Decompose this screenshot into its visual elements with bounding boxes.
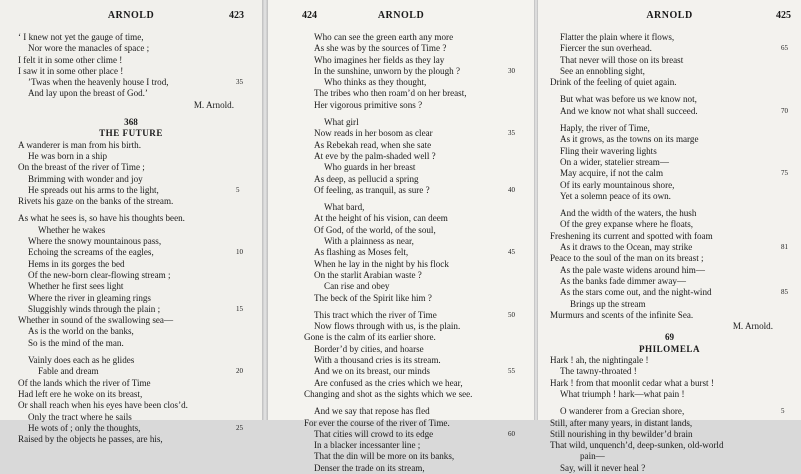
- verse-line: [0, 236, 262, 247]
- verse-line: [0, 281, 262, 292]
- page-number: 423: [229, 10, 244, 21]
- line-number: 45: [508, 248, 515, 257]
- line-text: And we know not what shall succeed.: [560, 105, 698, 116]
- line-number: 5: [781, 407, 785, 416]
- verse-line: [538, 366, 801, 377]
- verse-line: [538, 77, 801, 88]
- verse-line: [0, 355, 262, 366]
- verse-line: [538, 94, 801, 105]
- page-number: 424: [302, 10, 317, 21]
- line-text: Raised by the objects he passes, are his,: [18, 434, 163, 445]
- line-text: As the pale waste widens around him—: [560, 264, 705, 275]
- verse-line: [268, 429, 534, 440]
- page-body: [0, 32, 262, 445]
- line-text: Still, after many years, in distant lands,: [550, 417, 693, 428]
- line-text: Peace to the soul of the man on its breast ;: [550, 253, 704, 264]
- running-header: [0, 10, 262, 24]
- line-text: Flatter the plain where it flows,: [560, 32, 675, 42]
- verse-line: [0, 66, 262, 77]
- line-text: Border’d by cities, and hoarse: [314, 343, 424, 354]
- line-number: 50: [508, 310, 515, 319]
- line-text: Who thinks as they thought,: [324, 77, 427, 88]
- line-text: Of the lands which the river of Time: [18, 377, 151, 388]
- verse-line: [538, 463, 801, 474]
- verse-line: [0, 434, 262, 445]
- verse-line: [268, 88, 534, 99]
- verse-line: [0, 304, 262, 315]
- line-number: 81: [781, 243, 788, 252]
- page-423: [0, 0, 262, 445]
- verse-line: [268, 77, 534, 88]
- verse-line: [538, 429, 801, 440]
- line-text: Of its early mountainous shore,: [560, 179, 675, 190]
- line-text: As Rebekah read, when she sate: [314, 139, 432, 150]
- line-text: Whether he first sees light: [28, 281, 124, 292]
- line-text: On a wider, statelier stream—: [560, 156, 669, 167]
- line-text: And lay upon the breast of God.’: [28, 88, 148, 99]
- line-text: See an ennobling sight,: [560, 65, 645, 76]
- line-text: He wots of ; only the thoughts,: [28, 422, 141, 433]
- verse-line: [268, 389, 534, 400]
- verse-line: [268, 281, 534, 292]
- line-text: PHILOMELA: [638, 343, 701, 354]
- line-text: M. Arnold.: [732, 321, 773, 332]
- verse-line: [0, 174, 262, 185]
- line-text: I felt it in some other clime !: [18, 54, 123, 65]
- line-text: Fable and dream: [38, 366, 99, 377]
- verse-line: [268, 355, 534, 366]
- verse-line: [538, 265, 801, 276]
- line-text: pain—: [580, 451, 605, 462]
- line-text: As the stars come out, and the night-wind: [560, 287, 712, 298]
- line-text: Are confused as the cries which we hear,: [314, 377, 463, 388]
- line-text: Where the river in gleaming rings: [28, 292, 151, 303]
- author-signature: [0, 100, 262, 111]
- line-text: What bard,: [324, 202, 365, 213]
- line-text: Whether in sound of the swallowing sea—: [18, 315, 174, 326]
- line-text: For ever the course of the river of Time.: [304, 417, 450, 428]
- line-text: Rivets his gaze on the banks of the stream.: [18, 196, 174, 207]
- line-text: He spreads out his arms to the light,: [28, 184, 159, 195]
- line-text: At eve by the palm-shaded well ?: [314, 150, 436, 161]
- line-number: 75: [781, 169, 788, 178]
- line-text: Or shall reach when his eyes have been clos’d.: [18, 400, 188, 411]
- verse-line: [268, 213, 534, 224]
- line-text: But what was before us we know not,: [560, 94, 697, 105]
- verse-line: [538, 355, 801, 366]
- header-title: ARNOLD: [377, 10, 425, 21]
- verse-line: [538, 242, 801, 253]
- line-text: Say, will it never heal ?: [560, 462, 646, 473]
- verse-line: [538, 451, 801, 462]
- verse-line: [0, 389, 262, 400]
- verse-line: [538, 123, 801, 134]
- line-text: Fling their wavering lights: [560, 145, 657, 156]
- line-text: Gone is the calm of its earlier shore.: [304, 332, 436, 343]
- line-text: The tribes who then roam’d on her breast,: [314, 88, 467, 99]
- line-number: 65: [781, 44, 788, 53]
- line-text: Of the grey expanse where he floats,: [560, 219, 694, 230]
- line-text: Murmurs and scents of the infinite Sea.: [550, 309, 694, 320]
- verse-line: [538, 389, 801, 400]
- verse-line: [538, 55, 801, 66]
- line-text: 368: [124, 117, 138, 128]
- verse-line: [538, 208, 801, 219]
- line-text: Freshening its current and spotted with foam: [550, 230, 713, 241]
- line-text: 69: [664, 332, 675, 343]
- line-text: ‘ I knew not yet the gauge of time,: [18, 32, 144, 42]
- verse-line: [538, 134, 801, 145]
- verse-line: [0, 213, 262, 224]
- verse-line: [268, 418, 534, 429]
- line-text: Of God, of the world, of the soul,: [314, 224, 436, 235]
- verse-line: [0, 400, 262, 411]
- line-text: When he lay in the night by his flock: [314, 258, 449, 269]
- line-text: Where the snowy mountainous pass,: [28, 236, 162, 247]
- verse-line: [538, 66, 801, 77]
- verse-line: [268, 100, 534, 111]
- line-text: Hems in its gorges the bed: [28, 258, 125, 269]
- verse-line: [268, 366, 534, 377]
- verse-line: [268, 247, 534, 258]
- line-text: Fiercer the sun overhead.: [560, 43, 652, 54]
- line-number: 10: [236, 248, 243, 257]
- line-number: 5: [236, 185, 240, 194]
- verse-line: [0, 378, 262, 389]
- verse-line: [538, 299, 801, 310]
- verse-line: [538, 32, 801, 43]
- line-text: So is the mind of the man.: [28, 337, 124, 348]
- line-text: Her vigorous primitive sons ?: [314, 99, 423, 110]
- line-number: 35: [508, 129, 515, 138]
- verse-line: [268, 128, 534, 139]
- verse-line: [538, 43, 801, 54]
- line-text: The tawny-throated !: [560, 366, 637, 377]
- verse-line: [0, 293, 262, 304]
- verse-line: [0, 247, 262, 258]
- verse-line: [268, 43, 534, 54]
- line-text: In the sunshine, unworn by the plough ?: [314, 65, 460, 76]
- line-text: That cities will crowd to its edge: [314, 428, 434, 439]
- verse-line: [538, 440, 801, 451]
- line-text: The beck of the Spirit like him ?: [314, 292, 432, 303]
- verse-line: [268, 225, 534, 236]
- line-text: Who guards in her breast: [324, 162, 416, 173]
- verse-line: [268, 185, 534, 196]
- page-424: [268, 0, 534, 473]
- line-number: 30: [508, 66, 515, 75]
- verse-line: [268, 32, 534, 43]
- line-text: And we say that repose has fled: [314, 406, 430, 417]
- verse-line: [268, 440, 534, 451]
- verse-line: [538, 276, 801, 287]
- line-text: Can rise and obey: [324, 281, 390, 292]
- verse-line: [0, 423, 262, 434]
- line-text: As is the world on the banks,: [28, 326, 134, 337]
- verse-line: [268, 174, 534, 185]
- running-header: [268, 10, 534, 24]
- line-text: As the banks fade dimmer away—: [560, 275, 687, 286]
- verse-line: [538, 378, 801, 389]
- line-text: In a blacker incessanter line ;: [314, 440, 421, 451]
- line-text: And the width of the waters, the hush: [560, 208, 697, 219]
- verse-line: [268, 151, 534, 162]
- line-text: That the din will be more on its banks,: [314, 451, 455, 462]
- line-text: Drink of the feeling of quiet again.: [550, 77, 677, 88]
- verse-line: [268, 406, 534, 417]
- verse-line: [268, 270, 534, 281]
- line-text: That never will those on its breast: [560, 54, 684, 65]
- verse-line: [0, 366, 262, 377]
- line-text: On the breast of the river of Time ;: [18, 162, 145, 173]
- line-text: Who imagines her fields as they lay: [314, 54, 445, 65]
- line-text: And we on its breast, our minds: [314, 366, 430, 377]
- verse-line: [268, 140, 534, 151]
- line-number: 70: [781, 106, 788, 115]
- line-text: Now reads in her bosom as clear: [314, 128, 433, 139]
- line-text: M. Arnold.: [193, 99, 234, 110]
- verse-line: [0, 225, 262, 236]
- line-number: 60: [508, 429, 515, 438]
- verse-line: [268, 293, 534, 304]
- verse-line: [0, 55, 262, 66]
- line-text: With a thousand cries is its stream.: [314, 355, 441, 366]
- verse-line: [0, 43, 262, 54]
- line-number: 40: [508, 185, 515, 194]
- line-text: Nor wore the manacles of space ;: [28, 43, 150, 54]
- line-text: Now flows through with us, is the plain.: [314, 321, 461, 332]
- verse-line: [538, 219, 801, 230]
- line-text: Of feeling, as tranquil, as sure ?: [314, 184, 430, 195]
- verse-line: [268, 259, 534, 270]
- line-text: That wild, unquench’d, deep-sunken, old-world: [550, 440, 724, 451]
- line-number: 25: [236, 423, 243, 432]
- line-text: Who can see the green earth any more: [314, 32, 454, 42]
- line-text: This tract which the river of Time: [314, 309, 437, 320]
- line-text: As what he sees is, so have his thoughts been.: [18, 213, 185, 224]
- verse-line: [268, 378, 534, 389]
- running-header: [538, 10, 801, 24]
- verse-line: [268, 66, 534, 77]
- line-text: THE FUTURE: [99, 128, 163, 139]
- verse-line: [268, 310, 534, 321]
- verse-line: [538, 253, 801, 264]
- verse-line: [268, 202, 534, 213]
- verse-line: [268, 117, 534, 128]
- poem-title: [538, 344, 801, 355]
- poem-number: [0, 117, 262, 128]
- line-number: 20: [236, 367, 243, 376]
- verse-line: [0, 162, 262, 173]
- verse-line: [268, 451, 534, 462]
- line-text: He was born in a ship: [28, 150, 108, 161]
- verse-line: [538, 146, 801, 157]
- verse-line: [0, 88, 262, 99]
- line-text: As it grows, as the towns on its marge: [560, 134, 699, 145]
- verse-line: [538, 157, 801, 168]
- line-text: As flashing as Moses felt,: [314, 247, 409, 258]
- header-title: ARNOLD: [646, 10, 693, 21]
- verse-line: [0, 326, 262, 337]
- line-number: 35: [236, 78, 243, 87]
- verse-line: [0, 259, 262, 270]
- line-text: I saw it in some other place !: [18, 65, 124, 76]
- verse-line: [0, 151, 262, 162]
- line-text: Haply, the river of Time,: [560, 123, 650, 134]
- line-text: Of the new-born clear-flowing stream ;: [28, 269, 171, 280]
- line-text: Vainly does each as he glides: [28, 355, 135, 366]
- verse-line: [538, 310, 801, 321]
- line-text: On the starlit Arabian waste ?: [314, 269, 422, 280]
- line-text: Hark ! from that moonlit cedar what a burst !: [550, 377, 714, 388]
- line-text: As it draws to the Ocean, may strike: [560, 242, 693, 253]
- line-number: 85: [781, 288, 788, 297]
- line-text: As she was by the sources of Time ?: [314, 43, 447, 54]
- verse-line: [0, 412, 262, 423]
- verse-line: [538, 168, 801, 179]
- poem-title: [0, 128, 262, 139]
- verse-line: [538, 287, 801, 298]
- verse-line: [0, 196, 262, 207]
- verse-line: [538, 191, 801, 202]
- line-text: May acquire, if not the calm: [560, 168, 664, 179]
- verse-line: [538, 106, 801, 117]
- line-text: Sluggishly winds through the plain ;: [28, 303, 161, 314]
- verse-line: [538, 418, 801, 429]
- page-425: [538, 0, 801, 473]
- line-text: A wanderer is man from his birth.: [18, 139, 141, 150]
- page-number: 425: [776, 10, 791, 21]
- verse-line: [0, 338, 262, 349]
- line-text: Brimming with wonder and joy: [28, 173, 143, 184]
- line-text: Brings up the stream: [570, 298, 646, 309]
- verse-line: [0, 185, 262, 196]
- line-number: 15: [236, 304, 243, 313]
- line-text: Had left ere he woke on its breast,: [18, 388, 143, 399]
- page-body: [268, 32, 534, 474]
- verse-line: [0, 140, 262, 151]
- line-text: Still nourishing in thy bewilder’d brain: [550, 428, 693, 439]
- line-text: Denser the trade on its stream,: [314, 462, 425, 473]
- line-text: As deep, as pellucid a spring: [314, 173, 419, 184]
- line-text: Hark ! ah, the nightingale !: [550, 355, 649, 366]
- poem-number: [538, 332, 801, 343]
- line-text: O wanderer from a Grecian shore,: [560, 406, 685, 417]
- verse-line: [268, 344, 534, 355]
- verse-line: [268, 321, 534, 332]
- line-text: Echoing the screams of the eagles,: [28, 247, 154, 258]
- verse-line: [268, 236, 534, 247]
- author-signature: [538, 321, 801, 332]
- verse-line: [0, 32, 262, 43]
- line-text: Only the tract where he sails: [28, 411, 132, 422]
- verse-line: [268, 162, 534, 173]
- verse-line: [268, 463, 534, 474]
- verse-line: [538, 180, 801, 191]
- line-number: 55: [508, 367, 515, 376]
- verse-line: [0, 270, 262, 281]
- verse-line: [538, 231, 801, 242]
- verse-line: [268, 55, 534, 66]
- line-text: Whether he wakes: [38, 224, 106, 235]
- line-text: Yet a solemn peace of its own.: [560, 190, 671, 201]
- line-text: ’Twas when the heavenly house I trod,: [28, 77, 169, 88]
- verse-line: [0, 315, 262, 326]
- page-body: [538, 32, 801, 474]
- verse-line: [268, 332, 534, 343]
- line-text: With a plainness as near,: [324, 236, 414, 247]
- line-text: At the height of his vision, can deem: [314, 213, 448, 224]
- line-text: What girl: [324, 117, 359, 128]
- verse-line: [0, 77, 262, 88]
- line-text: What triumph ! hark—what pain !: [560, 388, 685, 399]
- header-title: ARNOLD: [107, 10, 155, 21]
- verse-line: [538, 406, 801, 417]
- line-text: Changing and shot as the sights which we see.: [304, 388, 473, 399]
